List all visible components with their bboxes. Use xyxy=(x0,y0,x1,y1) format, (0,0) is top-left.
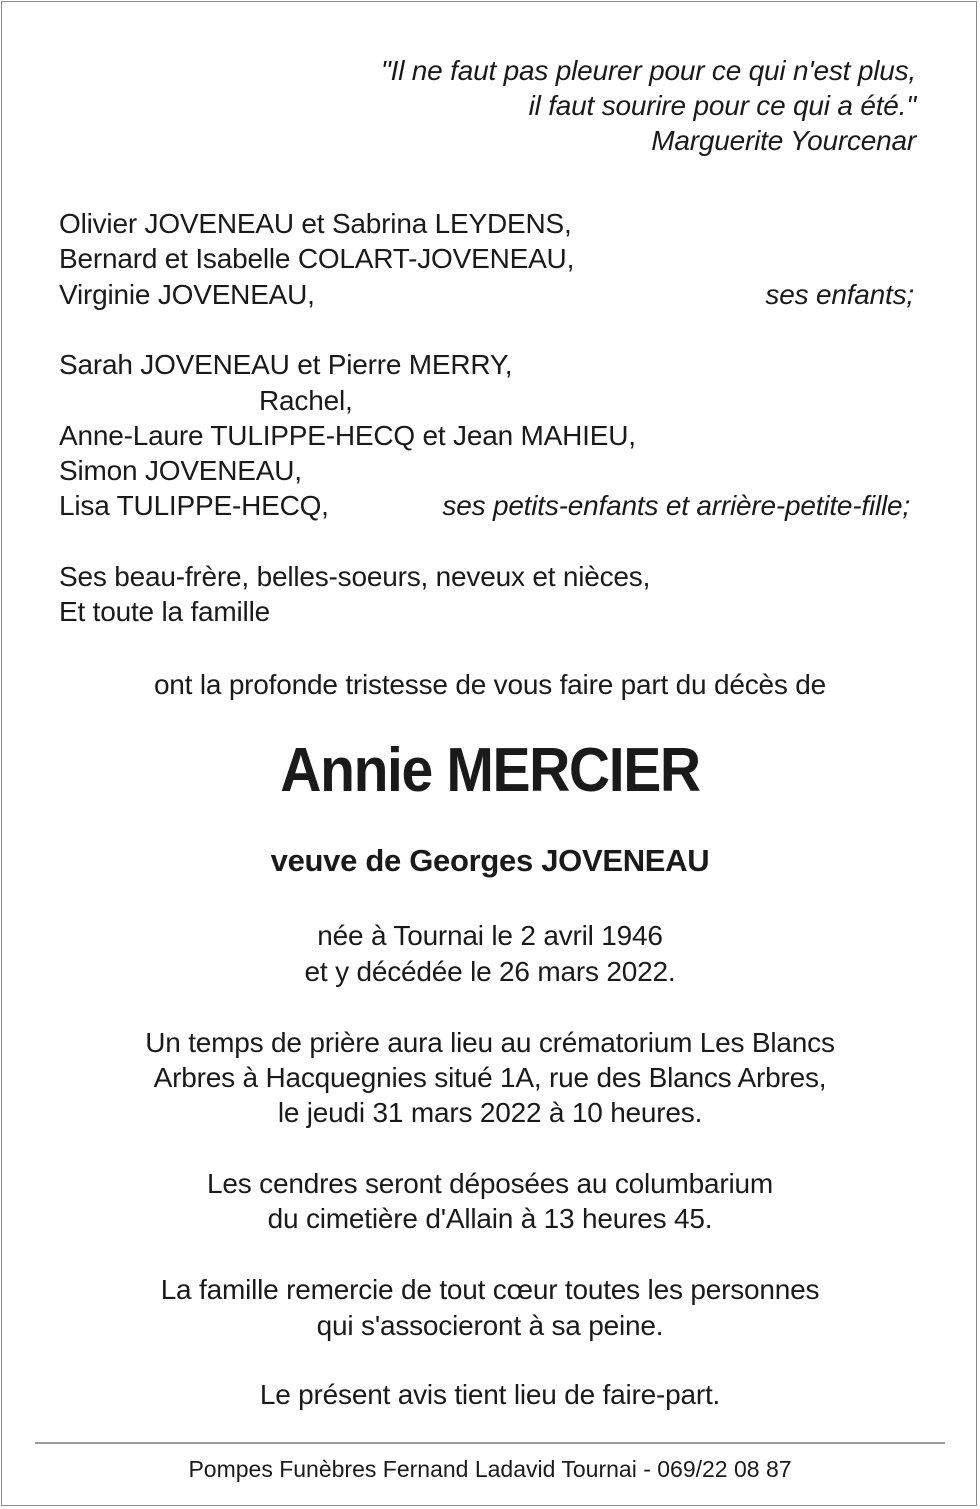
family-line-2: Et toute la famille xyxy=(59,596,270,627)
grandchildren-role: ses petits-enfants et arrière-petite-fille; xyxy=(442,490,910,521)
grandchild-name: Sarah JOVENEAU et Pierre MERRY, xyxy=(59,349,513,380)
deceased-name: Annie MERCIER xyxy=(280,736,700,805)
ceremony-line-3: le jeudi 31 mars 2022 à 10 heures. xyxy=(277,1097,703,1128)
child-name: Virginie JOVENEAU, xyxy=(59,279,315,310)
footer-divider xyxy=(35,1442,945,1444)
child-name: Olivier JOVENEAU et Sabrina LEYDENS, xyxy=(59,208,572,239)
ashes-line-2: du cimetière d'Allain à 13 heures 45. xyxy=(267,1203,713,1234)
children-role: ses enfants; xyxy=(765,279,914,310)
quote-line-1: "Il ne faut pas pleurer pour ce qui n'est plus, xyxy=(380,55,916,86)
funeral-home-footer: Pompes Funèbres Fernand Ladavid Tournai - 069/22 08 87 xyxy=(188,1456,792,1482)
birth-line: née à Tournai le 2 avril 1946 xyxy=(317,920,663,951)
announcement: ont la profonde tristesse de vous faire part du décès de xyxy=(153,669,827,700)
thanks-line-2: qui s'associeront à sa peine. xyxy=(316,1310,664,1341)
great-grandchild-name: Rachel, xyxy=(259,385,353,416)
child-name: Bernard et Isabelle COLART-JOVENEAU, xyxy=(59,243,575,274)
quote-line-2: il faut sourire pour ce qui a été." xyxy=(528,90,916,121)
quote-author: Marguerite Yourcenar xyxy=(651,125,916,156)
widow-of: veuve de Georges JOVENEAU xyxy=(270,843,710,878)
grandchild-name: Simon JOVENEAU, xyxy=(59,455,302,486)
ashes-line-1: Les cendres seront déposées au columbarium xyxy=(207,1168,773,1199)
family-line-1: Ses beau-frère, belles-soeurs, neveux et nièces, xyxy=(59,561,651,592)
death-line: et y décédée le 26 mars 2022. xyxy=(304,956,676,987)
ceremony-line-2: Arbres à Hacquegnies situé 1A, rue des Blancs Arbres, xyxy=(153,1062,827,1093)
notice-line: Le présent avis tient lieu de faire-part. xyxy=(259,1379,721,1410)
ceremony-line-1: Un temps de prière aura lieu au crématorium Les Blancs xyxy=(145,1027,835,1058)
grandchild-name: Anne-Laure TULIPPE-HECQ et Jean MAHIEU, xyxy=(59,420,636,451)
thanks-line-1: La famille remercie de tout cœur toutes les personnes xyxy=(160,1274,820,1305)
grandchild-name: Lisa TULIPPE-HECQ, xyxy=(59,490,329,521)
